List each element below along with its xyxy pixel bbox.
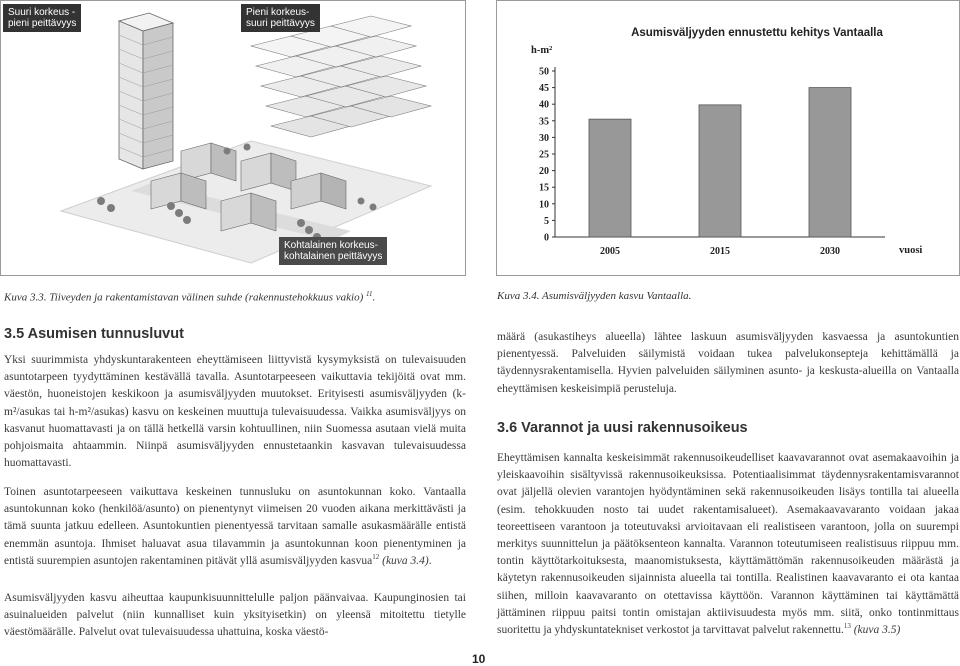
- y-tick-label: 50: [539, 66, 549, 78]
- y-tick-label: 40: [539, 99, 549, 111]
- label-line: Kohtalainen korkeus-: [284, 240, 378, 251]
- caption-end: .: [372, 291, 376, 304]
- y-tick-label: 20: [539, 166, 549, 178]
- label-line: Suuri korkeus -: [8, 7, 76, 18]
- paragraph-end: .: [428, 554, 432, 567]
- tall-tower-building: [119, 13, 173, 169]
- figure-ref: (kuva 3.4): [382, 554, 429, 567]
- bar-2015: [699, 105, 741, 237]
- label-line: Pieni korkeus-: [246, 7, 310, 18]
- y-tick-label: 25: [539, 149, 549, 161]
- y-tick-label: 10: [539, 199, 549, 211]
- label-line: suuri peittävyys: [246, 18, 315, 29]
- paragraph-3-6-1: [497, 450, 959, 639]
- low-blocks-grid: [251, 16, 431, 137]
- footnote-ref: 13: [843, 622, 851, 631]
- label-moderate: [279, 237, 387, 265]
- caption-text: Kuva 3.3. Tiiveyden ja rakentamistavan välinen suhde (rakennustehokkuus vakio): [4, 291, 364, 304]
- paragraph-3-5-1: Yksi suurimmista yhdyskuntarakenteen eheyttämiseen liittyvistä kysymyksistä on tulevaisuuden asuntotarpeen tyydyttäminen kestävällä tavalla. Asuntotarpeeseen vaikuttavia tekijöitä ovat mm. väestön, huoneistojen keskikoon ja asumisväljyyden muutokset. Erityisesti asumisväljyyden (k-m²/asukas tai h-m²/asukas) kasvu on keskeinen muuttuja tulevaisuudessa. Vaikka asumisväljyys on kasvanut huomattavasti ja on tällä hetkellä varsin kohtuullinen, niin Suomessa asutaan vielä muita pohjoismaita ahtaammin. Niinpä asumisväljyyden ennustetaankin kasvavan tulevaisuudessa huomattavasti.: [4, 354, 466, 470]
- x-tick-label: 2015: [710, 246, 730, 257]
- section-heading-3-5: 3.5 Asumisen tunnusluvut: [4, 326, 184, 342]
- section-heading-3-6: 3.6 Varannot ja uusi rakennusoikeus: [497, 420, 748, 436]
- y-tick-label: 0: [544, 232, 549, 244]
- density-illustration: [0, 0, 466, 276]
- y-tick-label: 5: [544, 215, 549, 227]
- x-axis-label: vuosi: [899, 245, 923, 256]
- x-tick-label: 2030: [820, 246, 840, 257]
- chart-title: Asumisväljyyden ennustettu kehitys Vantaalla: [631, 27, 883, 39]
- label-line: pieni peittävyys: [8, 18, 77, 29]
- paragraph-3-5-3: Asumisväljyyden kasvu aiheuttaa kaupunkisuunnittelulle paljon päänvaivaa. Kaupunginosien tai asuinalueiden palvelut (niin kunnalliset kuin yksityisetkin) on yleensä mitoitettu tietylle väestömäärälle. Palvelut ovat tulevaisuudessa uhattuina, koska väestö-: [4, 592, 466, 639]
- page-number: 10: [472, 652, 486, 666]
- bar-2005: [589, 119, 631, 237]
- figure-caption-3-4: Kuva 3.4. Asumisväljyyden kasvu Vantaalla.: [497, 290, 692, 302]
- y-tick-label: 30: [539, 132, 549, 144]
- caption-footnote-ref: 11: [366, 290, 373, 298]
- y-axis-label: h-m²: [531, 45, 553, 56]
- footnote-ref: 12: [372, 552, 380, 561]
- label-tall-low-coverage: [3, 4, 81, 32]
- paragraph-3-5-continued: määrä (asukastiheys alueella) lähtee laskuun asumisväljyyden kasvaessa ja asuntokuntien pienentyessä. Palveluiden säilymistä voidaan tukea palvelukonsepteja kehittämällä ja täydennysrakentamisella. Hyvien palveluiden säilyminen asunto- ja keskusta-alueilla on Vantaalla eheyttämisen keskeisimpiä perusteluja.: [497, 331, 959, 395]
- paragraph-text: Eheyttämisen kannalta keskeisimmät rakennusoikeudelliset kaavavarannot ovat asemakaavoihin ja yleiskaavoihin sisältyvissä rakennusoikeuksissa. Potentiaalisimmat täydennysrakentamisvarannot ovat jäljellä olevien varantojen hyödyntäminen sekä rakennusoikeuden lisäys tontilla tai alueella (esim. tehokkuuden nosto tai uudet rakentamisalueet). Asemakaavavaranto voidaan jakaa teoreettiseen varantoon ja toteutuvaksi arvioitavaan eli realistiseen varantoon, jolla on suurempi merkitys suunnittelun ja päätöksenteon kannalta. Varannon toteutumiseen realistisuus riippuu mm. tontin käyttötarkoituksesta, maanomistuksesta, käyttämättömän rakennusoikeuden määrästä ja käytetyn rakennusoikeuden sijainnista alueella tai tontilla. Realistinen kaavavaranto ei ota kantaa siihen, milloin kaavavaranto on otettavissa käyttöön. Varannon käyttäminen tai käyttämättä jättäminen riippuu paitsi tontin omistajan aktiivisuudesta myös mm. siitä, onko tontinmittaus suoritettu ja yhdyskuntatekniset verkostot ja tarvittavat palvelut rakennettu.: [497, 452, 959, 637]
- density-illustration-drawing: [1, 1, 466, 276]
- chart-panel: [496, 0, 960, 276]
- paragraph-3-5-2: [4, 484, 466, 570]
- label-line: kohtalainen peittävyys: [284, 251, 383, 262]
- label-low-high-coverage: [241, 4, 320, 32]
- figure-caption-3-3: [4, 290, 375, 304]
- bar-2030: [809, 88, 851, 237]
- x-tick-label: 2005: [600, 246, 620, 257]
- paragraph-text: Toinen asuntotarpeeseen vaikuttava keskeinen tunnusluku on asuntokunnan koko. Vantaalla asuntokunnan koko (henkilöä/asunto) on pienentynyt viimeisen 20 vuoden aikana merkittävästi ja tämä suunta jatkuu edelleen. Asuntokuntien pienentyessä tarvitaan samalle asukasmäärälle entistä enemmän asuntoja. Ihmiset haluavat asua tilavammin ja asuntokunnan koon pienentyminen ja entistä suurempien asuntojen rakentaminen pitävät yllä asumisväljyyden kasvua: [4, 486, 466, 567]
- figure-ref: (kuva 3.5): [853, 624, 901, 637]
- y-tick-label: 15: [539, 182, 549, 194]
- bar-chart: [497, 1, 960, 276]
- y-tick-label: 35: [539, 116, 549, 128]
- y-tick-label: 45: [539, 83, 549, 95]
